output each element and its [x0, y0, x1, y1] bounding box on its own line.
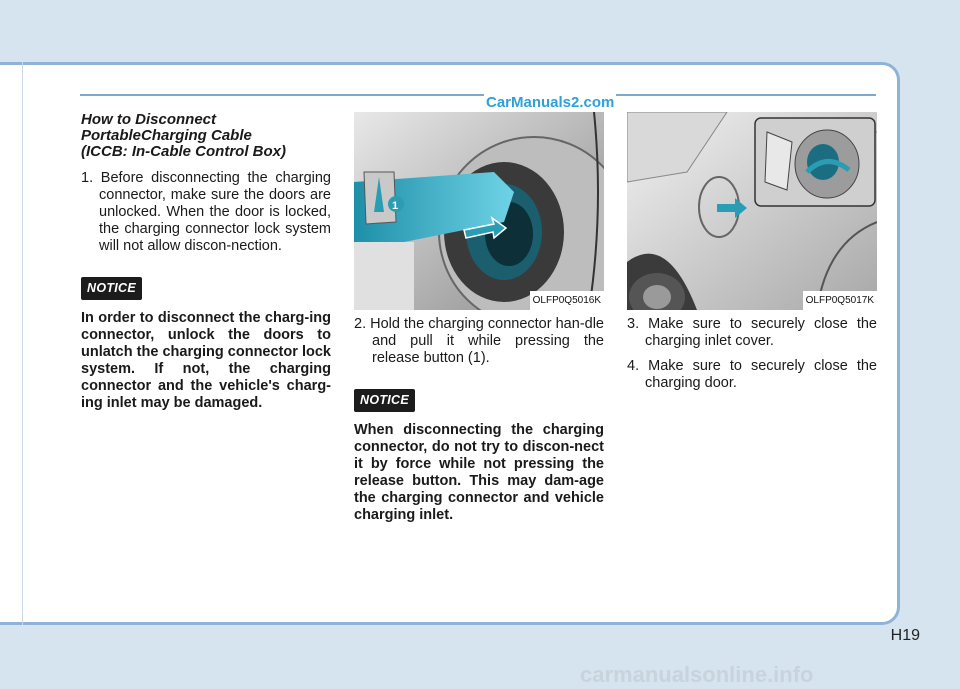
step-1: 1. Before disconnecting the charging connector, make sure the doors are unlocked. When the door is locked, the charging connector lock system will not allow discon-nection. [81, 170, 331, 254]
section-heading [81, 112, 331, 160]
step-2: 2. Hold the charging connector han-dle and pull it while pressing the release button (1). [354, 316, 604, 366]
notice-label: NOTICE [81, 277, 142, 300]
header-rule [80, 94, 876, 96]
door-illustration [627, 112, 877, 310]
notice-text-1: In order to disconnect the charg-ing connector, unlock the doors to unlatch the charging connector lock system. If not, the charging connector and the vehicle's charg-ing inlet may be damaged. [81, 310, 331, 411]
column-2 [354, 112, 604, 524]
notice-badge-1 [81, 269, 331, 310]
callout-1: 1 [392, 200, 399, 212]
column-1 [81, 112, 331, 412]
image-code: OLFP0Q5017K [803, 291, 877, 310]
margin-line [22, 62, 23, 625]
page-number: H19 [890, 627, 920, 644]
heading-line-2: PortableCharging Cable [81, 127, 252, 144]
connector-illustration [354, 112, 604, 310]
footer-watermark: carmanualsonline.info [580, 662, 814, 687]
heading-line-3: (ICCB: In-Cable Control Box) [81, 143, 286, 160]
step-3: 3. Make sure to securely close the charging inlet cover. [627, 316, 877, 349]
heading-line-1: How to Disconnect [81, 111, 217, 128]
notice-badge-2 [354, 381, 604, 422]
image-code: OLFP0Q5016K [530, 291, 604, 310]
notice-text-2: When disconnecting the charging connector, do not try to discon-nect it by force while not pressing the release button. This may dam-age the charging connector and vehicle charging inlet. [354, 422, 604, 523]
column-3 [627, 112, 877, 400]
step-4: 4. Make sure to securely close the charging door. [627, 358, 877, 391]
notice-label: NOTICE [354, 389, 415, 412]
photo-charging-connector [354, 112, 604, 310]
watermark-link[interactable]: CarManuals2.com [486, 94, 615, 111]
photo-charging-door [627, 112, 877, 310]
